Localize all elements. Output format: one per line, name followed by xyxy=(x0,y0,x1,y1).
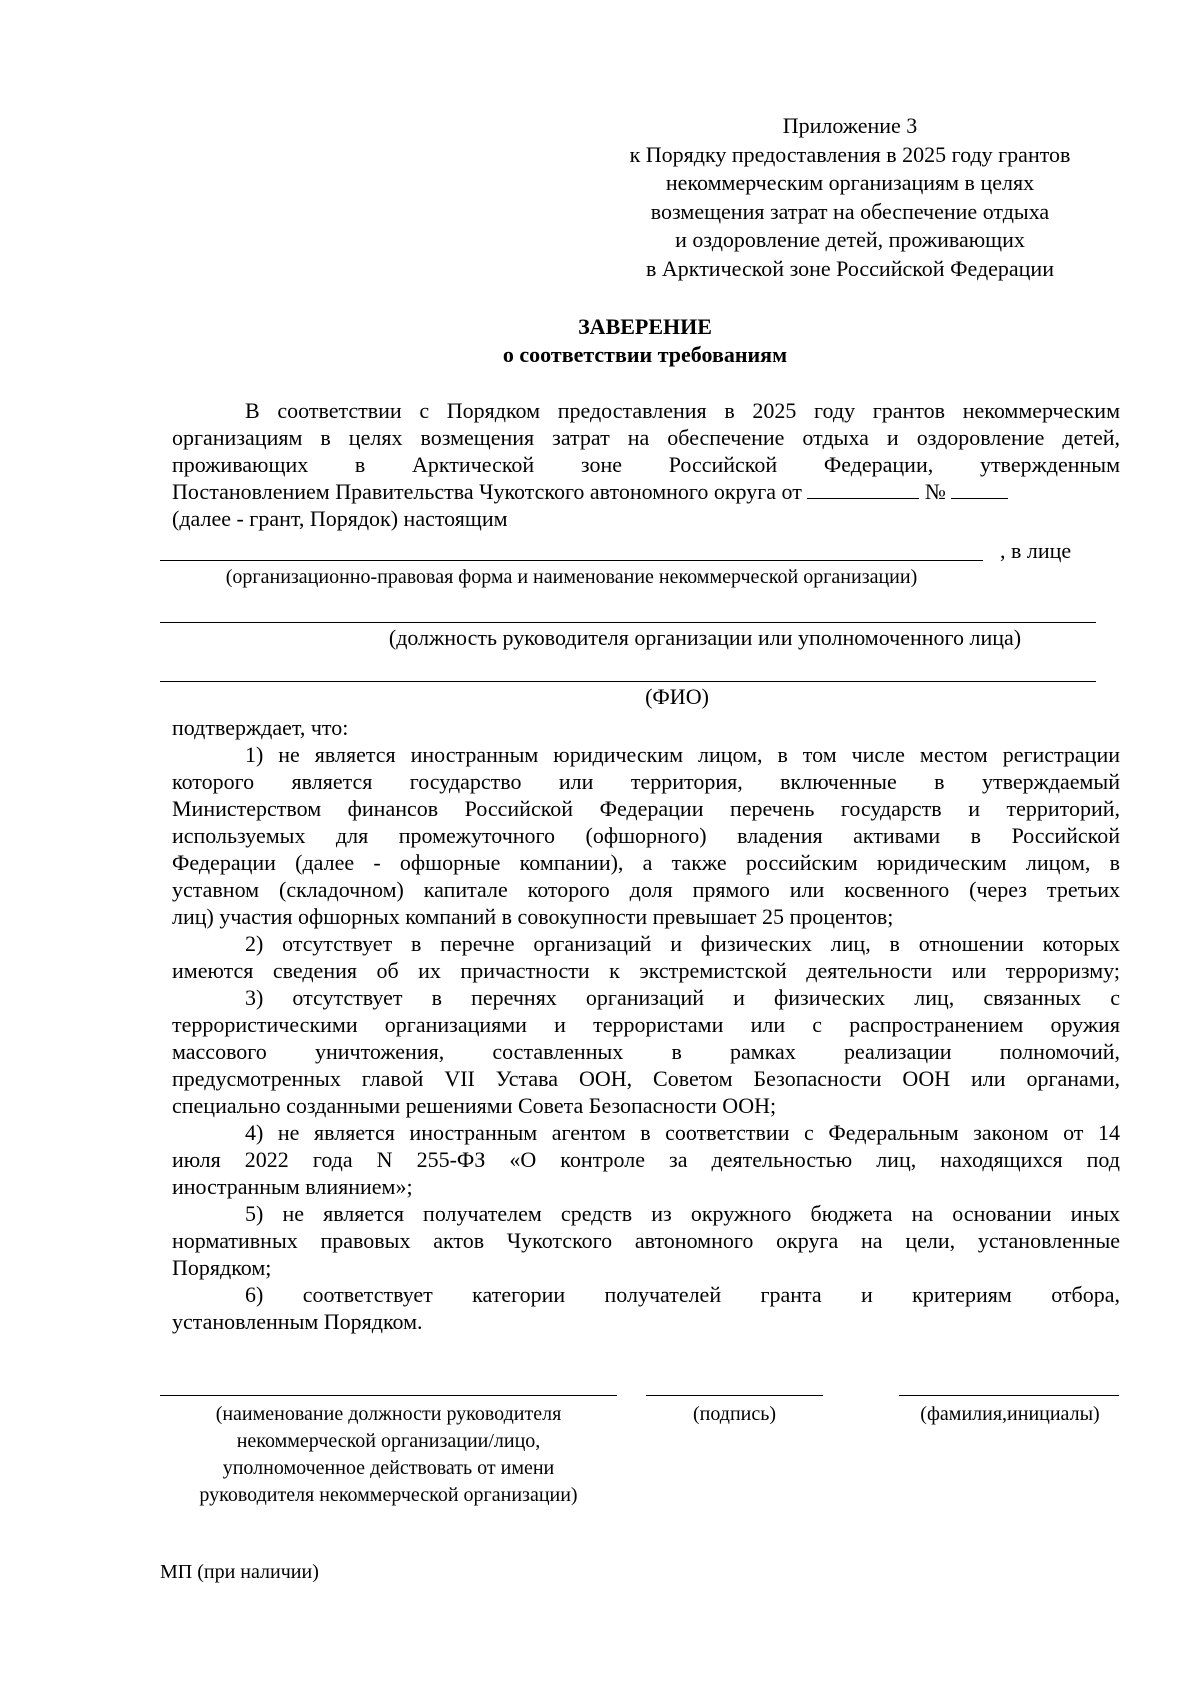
item-line: имеются сведения об их причастности к экстремистской деятельности или терроризму; xyxy=(172,958,1120,983)
item-5 xyxy=(172,1200,1120,1281)
item-line: предусмотренных главой VII Устава ООН, Советом Безопасности ООН или органами, xyxy=(172,1066,1120,1091)
signature-caption xyxy=(646,1401,823,1428)
item-line: которого является государство или территория, включенные в утверждаемый xyxy=(172,769,1120,794)
date-blank[interactable] xyxy=(807,480,919,499)
item-line: 5) не является получателем средств из окружного бюджета на основании иных xyxy=(245,1201,1120,1226)
intro-line-text: Постановлением Правительства Чукотского автономного округа от xyxy=(172,479,802,504)
intro-line: В соответствии с Порядком предоставления в 2025 году грантов некоммерческим xyxy=(245,398,1120,423)
stamp-text: МП (при наличии) xyxy=(160,1561,319,1583)
appendix-line: и оздоровление детей, проживающих xyxy=(675,227,1025,252)
signature-position-line[interactable] xyxy=(160,1395,617,1396)
item-line: Порядком; xyxy=(172,1255,272,1280)
appendix-line: Приложение 3 xyxy=(782,113,918,138)
item-line: 3) отсутствует в перечнях организаций и физических лиц, связанных с xyxy=(245,985,1120,1010)
intro-line-with-blanks xyxy=(172,478,1120,505)
caption-line: некоммерческой организации/лицо, xyxy=(236,1430,541,1452)
appendix-line: в Арктической зоне Российской Федерации xyxy=(646,255,1054,281)
in-person-text: , в лице xyxy=(1000,538,1072,563)
intro-line: организациям в целях возмещения затрат на обеспечение отдыха и оздоровление детей, xyxy=(172,425,1120,450)
fio-line[interactable] xyxy=(160,681,1096,682)
name-caption xyxy=(880,1401,1140,1428)
document-subtitle: о соответствии требованиям xyxy=(502,342,788,367)
appendix-line: к Порядку предоставления в 2025 году грантов xyxy=(629,141,1071,167)
position-caption: (должность руководителя организации или уполномоченного лица) xyxy=(388,625,1022,650)
intro-paragraph xyxy=(172,397,1120,532)
item-6 xyxy=(172,1281,1120,1335)
number-blank[interactable] xyxy=(951,480,1008,499)
item-line: нормативных правовых актов Чукотского автономного округа на цели, установленные xyxy=(172,1228,1120,1253)
org-caption: (организационно-правовая форма и наименование некоммерческой организации) xyxy=(225,566,918,588)
item-line: используемых для промежуточного (офшорного) владения активами в Российской xyxy=(172,823,1120,848)
item-line: специально созданными решениями Совета Безопасности ООН; xyxy=(172,1093,777,1118)
confirms-text xyxy=(172,714,1120,741)
item-line: июля 2022 года N 255-ФЗ «О контроле за деятельностью лиц, находящихся под xyxy=(172,1147,1120,1172)
appendix-line: некоммерческим организациям в целях xyxy=(665,170,1035,195)
caption-line: (фамилия,инициалы) xyxy=(920,1403,1100,1425)
position-line[interactable] xyxy=(160,622,1096,623)
item-line: Министерством финансов Российской Федерации перечень государств и территорий, xyxy=(172,796,1120,821)
item-1 xyxy=(172,741,1120,930)
fio-caption: (ФИО) xyxy=(645,684,709,709)
intro-line: (далее - грант, Порядок) настоящим xyxy=(172,506,508,531)
signature-line[interactable] xyxy=(646,1395,823,1396)
caption-line: руководителя некоммерческой организации) xyxy=(199,1484,578,1506)
item-line: уставном (складочном) капитале которого доля прямого или косвенного (через третьих xyxy=(172,877,1120,902)
caption-line: уполномоченное действовать от имени xyxy=(222,1457,555,1479)
appendix-header xyxy=(560,112,1140,283)
item-3 xyxy=(172,984,1120,1119)
number-sign: № xyxy=(924,479,946,504)
item-line: лиц) участия офшорных компаний в совокупности превышает 25 процентов; xyxy=(172,904,894,929)
item-line: террористическими организациями и террористами или с распространением оружия xyxy=(172,1012,1120,1037)
item-line: Федерации (далее - офшорные компании), а также российским юридическим лицом, в xyxy=(172,850,1120,875)
item-line: 2) отсутствует в перечне организаций и физических лиц, в отношении которых xyxy=(245,931,1120,956)
intro-line: проживающих в Арктической зоне Российской Федерации, утвержденным xyxy=(172,452,1120,477)
signature-position-caption xyxy=(160,1401,617,1509)
appendix-line: возмещения затрат на обеспечение отдыха xyxy=(650,198,1050,224)
item-line: 6) соответствует категории получателей гранта и критериям отбора, xyxy=(245,1282,1120,1307)
caption-line: (подпись) xyxy=(692,1403,777,1425)
confirms-line: подтверждает, что: xyxy=(172,715,349,740)
item-line: 4) не является иностранным агентом в соответствии с Федеральным законом от 14 xyxy=(245,1120,1120,1145)
signature-name-line[interactable] xyxy=(899,1395,1119,1396)
org-name-line[interactable] xyxy=(160,560,983,561)
item-line: установленным Порядком. xyxy=(172,1309,423,1334)
caption-line: (наименование должности руководителя xyxy=(215,1403,562,1425)
item-line: 1) не является иностранным юридическим лицом, в том числе местом регистрации xyxy=(245,742,1120,767)
item-line: иностранным влиянием»; xyxy=(172,1174,413,1199)
item-2 xyxy=(172,930,1120,984)
item-line: массового уничтожения, составленных в рамках реализации полномочий, xyxy=(172,1039,1120,1064)
document-title: ЗАВЕРЕНИЕ xyxy=(578,314,712,339)
item-4 xyxy=(172,1119,1120,1200)
